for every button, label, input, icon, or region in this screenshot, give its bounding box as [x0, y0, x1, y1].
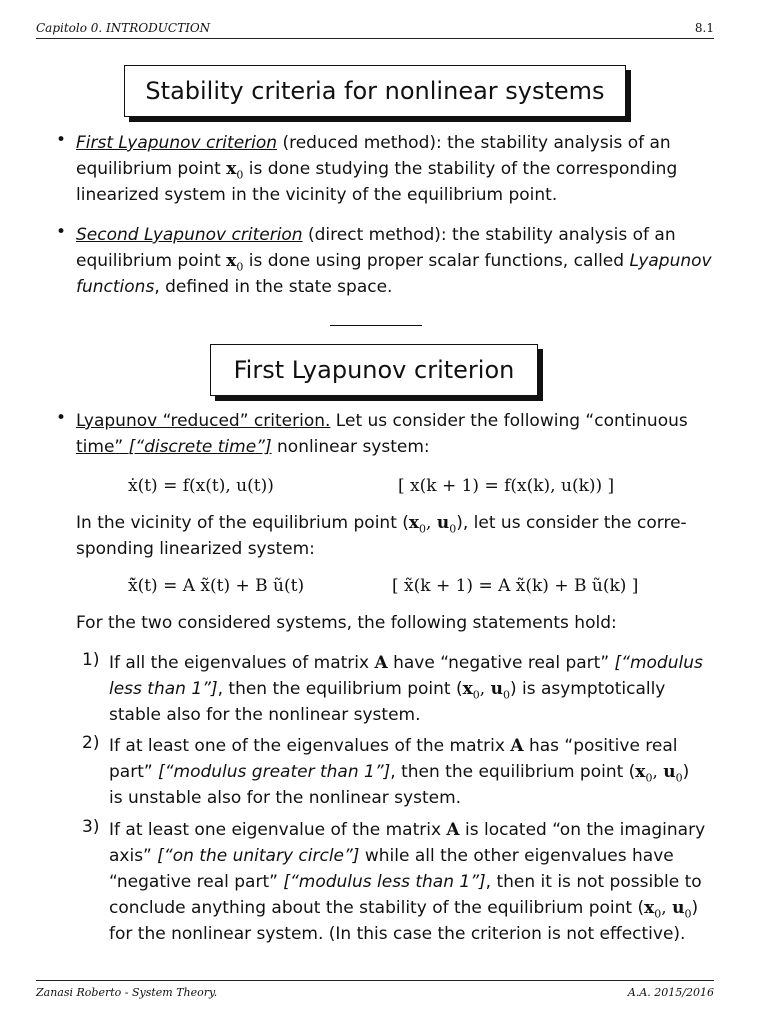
- vicinity-paragraph: In the vicinity of the equilibrium point ($x_0$, $u_0$), let us consider the corre- sponding linearized system:: [76, 513, 687, 559]
- section-title-first-lyapunov: First Lyapunov criterion: [210, 344, 538, 396]
- page-footer: [36, 980, 714, 999]
- reduced-criterion-term: Lyapunov “reduced” criterion.: [76, 411, 331, 431]
- reduced-criterion-intro: Lyapunov “reduced” criterion. Let us consider the following “continuous time” [“discrete time”] nonlinear system:: [76, 411, 688, 457]
- item-number: 1): [82, 650, 100, 670]
- first-lyapunov-term: First Lyapunov criterion: [76, 133, 278, 153]
- section-divider: [330, 325, 422, 326]
- author-label: Zanasi Roberto - System Theory.: [36, 986, 218, 999]
- linearized-system-equation: x̃̇(t) = A x̃(t) + B ũ(t): [128, 576, 305, 596]
- bullet-dot: •: [56, 408, 67, 428]
- section-title-stability-criteria: Stability criteria for nonlinear systems: [124, 65, 626, 117]
- page-header: [36, 20, 714, 39]
- statement-2: If at least one of the eigenvalues of the matrix A has “positive real part” [“modulus greater than 1”], then the equilibrium point ($x_0$, $u_0$) is unstable also for the nonlinear system.: [109, 736, 690, 808]
- statements-intro: For the two considered systems, the following statements hold:: [76, 613, 617, 633]
- academic-year: A.A. 2015/2016: [627, 986, 714, 999]
- nonlinear-system-discrete-equation: [ x(k + 1) = f(x(k), u(k)) ]: [398, 476, 615, 496]
- bullet-dot: •: [56, 130, 67, 150]
- statement-1: If all the eigenvalues of matrix A have “negative real part” [“modulus less than 1”], then the equilibrium point ($x_0$, $u_0$) is asymptotically stable also for the nonlinear system.: [109, 653, 703, 725]
- page-number: 8.1: [694, 21, 714, 35]
- linearized-system-discrete-equation: [ x̃(k + 1) = A x̃(k) + B ũ(k) ]: [392, 576, 639, 596]
- bullet-dot: •: [56, 222, 67, 242]
- chapter-label: Capitolo 0. INTRODUCTION: [36, 21, 211, 35]
- first-lyapunov-paragraph: First Lyapunov criterion (reduced method): the stability analysis of an equilibrium point $x_0$ is done studying the stability of the corresponding linearized system in the vicinity of the equilibrium point.: [76, 133, 678, 205]
- second-lyapunov-term: Second Lyapunov criterion: [76, 225, 303, 245]
- second-lyapunov-paragraph: Second Lyapunov criterion (direct method): the stability analysis of an equilibrium point $x_0$ is done using proper scalar functions, called Lyapunov functions, defined in the state space.: [76, 225, 712, 297]
- item-number: 3): [82, 817, 100, 837]
- item-number: 2): [82, 733, 100, 753]
- statement-3: If at least one eigenvalue of the matrix A is located “on the imaginary axis” [“on the unitary circle”] while all the other eigenvalues have “negative real part” [“modulus less than 1”], then it is not possible to conclude anything about the stability of the equilibrium point ($x_0$, $u_0$) for the nonlinear system. (In this case the criterion is not effective).: [109, 820, 706, 944]
- nonlinear-system-equation: ẋ(t) = f(x(t), u(t)): [128, 476, 274, 496]
